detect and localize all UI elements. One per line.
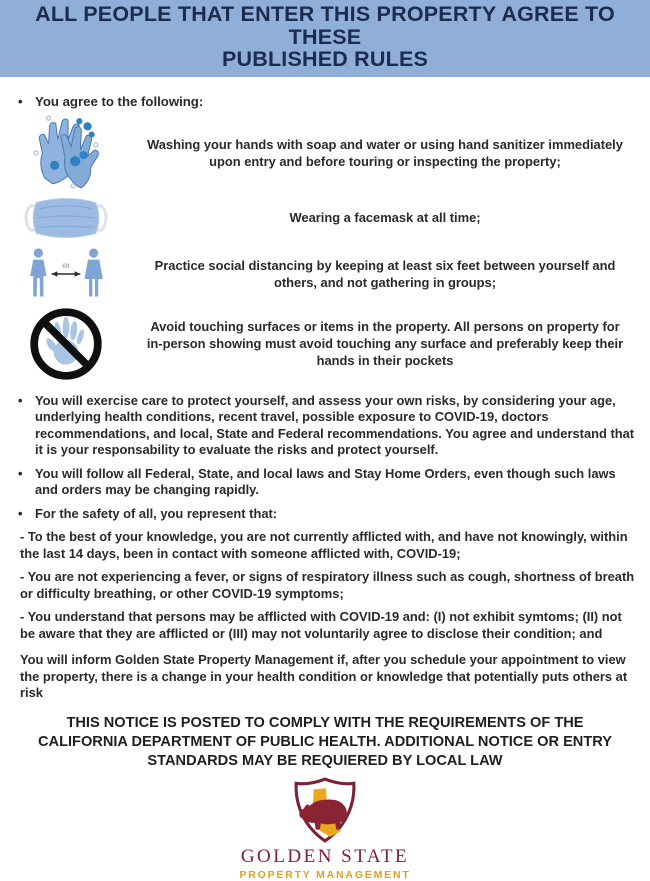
rule-text: Wearing a facemask at all time;	[289, 210, 481, 226]
page-title-line1: ALL PEOPLE THAT ENTER THIS PROPERTY AGREE TO THESE	[35, 2, 615, 49]
company-logo	[0, 776, 650, 881]
representation-item: - You understand that persons may be afflicted with COVID-19 and: (I) not exhibit symtoms; (II) not be aware that they are afflicted or (III) may not voluntarily agree to disclose their condition; and	[20, 609, 622, 641]
inform-paragraph: You will inform Golden State Property Management if, after you schedule your appointment to view the property, there is a change in your health condition or knowledge that potentially puts others at risk	[20, 652, 628, 701]
rule-facemask	[0, 193, 650, 243]
rule-no-touching	[0, 305, 650, 383]
page-title-line2: PUBLISHED RULES	[221, 47, 429, 72]
list-item-text: You will exercise care to protect yourself, and assess your own risks, by considering your age, underlying health conditions, recent travel, possible exposure to COVID-19, doctors recommendations, and local, State and Federal recommendations. You agree and understand that it is your responsability to evaluate the risks and protect yourself.	[35, 392, 635, 458]
list-item-text: You will follow all Federal, State, and local laws and Stay Home Orders, even though such laws and orders may be changing rapidly.	[35, 465, 616, 498]
facemask-icon	[24, 193, 108, 243]
intro-bullet-text: You agree to the following:	[35, 93, 204, 109]
representation-item: - You are not experiencing a fever, or signs of respiratory illness such as cough, shortness of breath or difficulty breathing, or other COVID-19 symptoms;	[20, 569, 635, 601]
compliance-notice: THIS NOTICE IS POSTED TO COMPLY WITH THE REQUIREMENTS OF THE CALIFORNIA DEPARTMENT OF PUBLIC HEALTH. ADDITIONAL NOTICE OR ENTRY STANDARDS MAY BE REQUIERED BY LOCAL LAW	[37, 714, 612, 769]
list-item	[18, 506, 638, 523]
washing-hands-icon	[24, 114, 108, 192]
representation-item: - To the best of your knowledge, you are not currently afflicted with, and have not knowingly, within the last 14 days, been in contact with someone afflicted with, COVID-19;	[20, 529, 628, 561]
bullet-marker	[18, 506, 35, 523]
bullet-marker	[18, 466, 35, 499]
rules-list	[0, 114, 650, 383]
social-distancing-icon	[24, 244, 108, 304]
six-feet-label: 6ft	[62, 262, 70, 270]
list-item-text: For the safety of all, you represent that:	[35, 505, 278, 521]
golden-state-shield-icon	[277, 776, 373, 844]
rule-text: Avoid touching surfaces or items in the property. All persons on property for in-person showing must avoid touching any surface and preferably keep their hands in their pockets	[146, 319, 624, 369]
logo-tagline: PROPERTY MANAGEMENT	[239, 868, 411, 881]
logo-company-name: GOLDEN STATE	[240, 845, 410, 867]
terms-list	[18, 393, 638, 523]
rule-social-distancing	[0, 244, 650, 304]
bullet-marker	[18, 393, 35, 459]
intro-bullet	[18, 93, 636, 110]
rule-text: Practice social distancing by keeping at least six feet between yourself and others, and not gathering in groups;	[154, 257, 616, 290]
bullet-marker	[18, 93, 35, 110]
page-title	[0, 0, 650, 77]
list-item	[18, 466, 638, 499]
list-item	[18, 393, 638, 459]
no-touching-icon	[24, 305, 108, 383]
rule-washing-hands	[0, 114, 650, 192]
rule-text: Washing your hands with soap and water or using hand sanitizer immediately upon entry and before touring or inspecting the property;	[147, 136, 623, 169]
